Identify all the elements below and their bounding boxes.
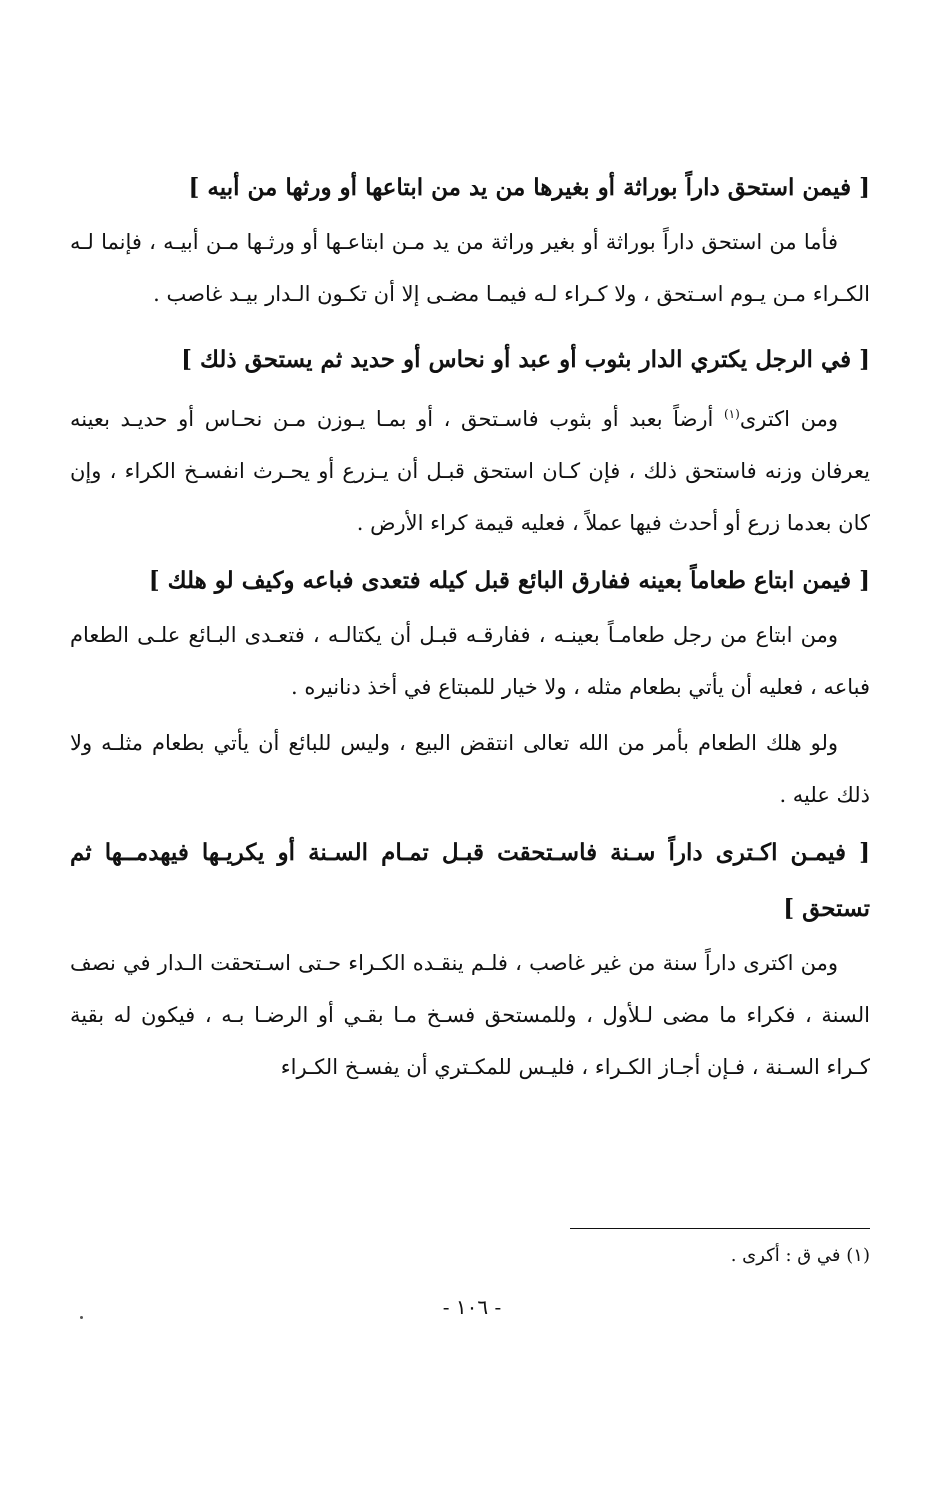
footnote-divider <box>570 1228 870 1229</box>
paragraph: ولو هلك الطعام بأمر من الله تعالى انتقض البيع ، وليس للبائع أن يأتي بطعام مثلـه ولا ذلك عليه . <box>70 731 870 807</box>
paragraph-prefix: ومن اكترى <box>739 407 838 431</box>
page-number: - ١٠٦ - <box>442 1295 502 1319</box>
paragraph: فأما من استحق داراً بوراثة أو بغير وراثة من يد مـن ابتاعـها أو ورثـها مـن أبيـه ، فإنما لـه الكـراء مـن يـوم اسـتحق ، ولا كـراء لـه فيمـا مضـى إلا أن تكـون الـدار بيـد غاصب . <box>70 230 870 306</box>
paragraph: ومن ابتاع من رجل طعامـاً بعينـه ، ففارقـه قبـل أن يكتالـه ، فتعـدى البـائع علـى الطعام فباعه ، فعليه أن يأتي بطعام مثله ، ولا خيار للمبتاع في أخذ دنانيره . <box>70 623 870 699</box>
section-heading: [ فيمن ابتاع طعاماً بعينه ففارق البائع قبل كيله فتعدى فباعه وكيف لو هلك ] <box>148 567 870 594</box>
section-heading: [ فيمـن اكـترى داراً سـنة فاسـتحقت قبـل تمـام السـنة أو يكريـها فيهدمــها ثم تستحق ] <box>70 839 870 922</box>
section-heading: [ في الرجل يكتري الدار بثوب أو عبد أو نحاس أو حديد ثم يستحق ذلك ] <box>181 346 870 373</box>
footnote: (١) في ق : أكرى . <box>730 1245 870 1266</box>
footnote-marker: (١) <box>723 407 740 421</box>
paragraph: ومن اكترى داراً سنة من غير غاصب ، فلـم ينقـده الكـراء حـتى اسـتحقت الـدار في نصف السنة ، فكراء ما مضى لـلأول ، وللمستحق فسـخ مـا بقـي أو الرضـا بـه ، فيكون له بقية كـراء السـنة ، فـإن أجـاز الكـراء ، فليـس للمكـتري أن يفسـخ الكـراء <box>70 951 870 1079</box>
page-body <box>70 160 870 1097</box>
section-heading: [ فيمن استحق داراً بوراثة أو بغيرها من يد من ابتاعها أو ورثها من أبيه ] <box>188 174 870 201</box>
paragraph <box>70 388 870 549</box>
paragraph-text: أرضاً بعبد أو بثوب فاسـتحق ، أو بمـا يـوزن مـن نحـاس أو حديـد بعينه يعرفان وزنه فاستحق ذلك ، فإن كـان استحق قبـل أن يـزرع أو يحـرث انفسـخ الكراء ، وإن كان بعدما زرع أو أحدث فيها عملاً ، فعليه قيمة كراء الأرض . <box>70 407 870 535</box>
